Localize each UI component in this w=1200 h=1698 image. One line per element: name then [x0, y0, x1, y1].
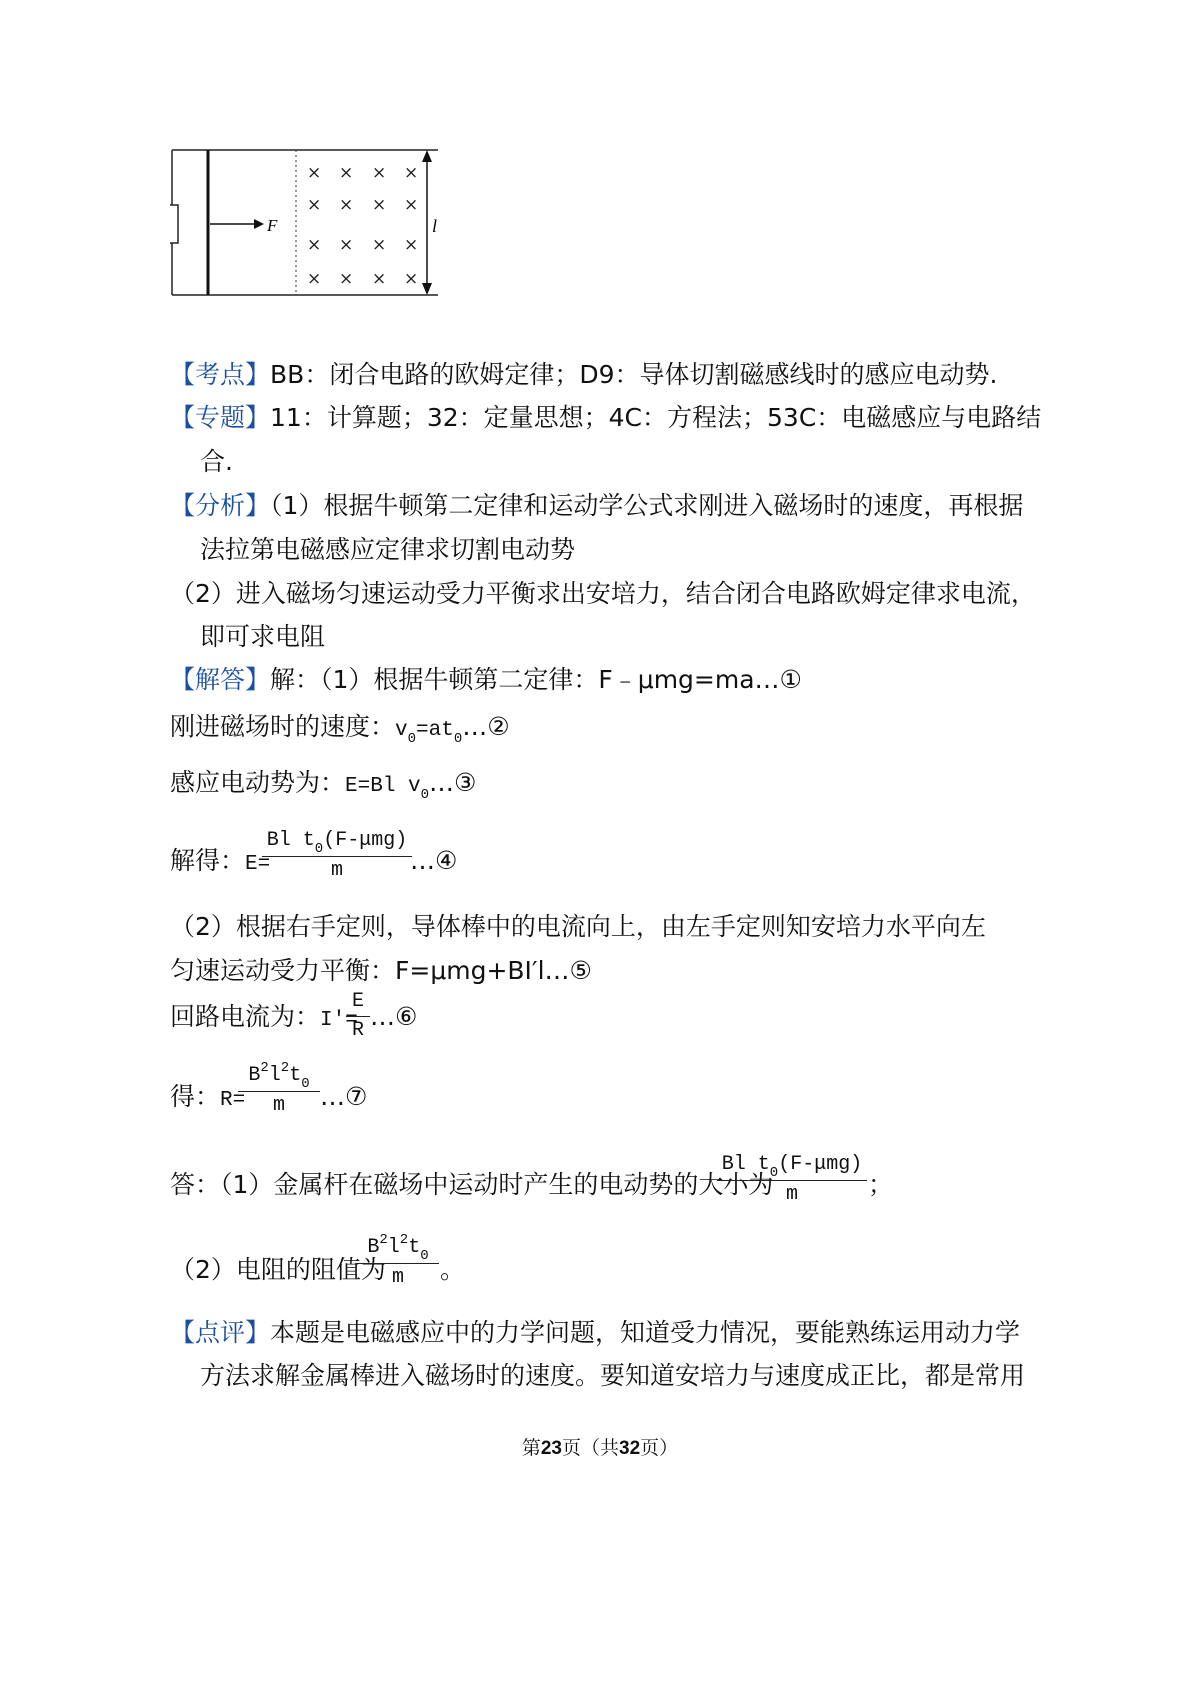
res-numerator: $B^2l^2t_0$	[248, 1060, 310, 1092]
page-footer	[0, 1433, 1200, 1460]
solve-mark: …④	[410, 846, 458, 875]
footer-pre: 第	[521, 1437, 541, 1459]
speed-eq: $v_0=at_0$	[395, 719, 463, 747]
footer-post: 页）	[640, 1437, 679, 1459]
current-mark: …⑥	[370, 1002, 418, 1031]
field-cross-1-3: ×	[404, 195, 419, 215]
solve-label: 解得：	[170, 846, 246, 875]
emf-line	[170, 768, 476, 803]
res-label: 得：	[170, 1082, 221, 1111]
field-cross-0-0: ×	[307, 163, 322, 183]
ans1-fraction-bar	[717, 1180, 867, 1181]
dianping-tag: 【点评】	[170, 1318, 271, 1347]
length-label: l	[432, 216, 438, 236]
zhuanti-line	[170, 403, 1041, 433]
field-cross-2-2: ×	[372, 235, 387, 255]
current-numerator: E	[351, 990, 364, 1013]
solve-denominator: m	[330, 859, 343, 882]
ans2-fraction	[357, 1232, 439, 1290]
ans2-denominator: m	[391, 1266, 404, 1289]
ans2-numerator: $B^2l^2t_0$	[367, 1232, 429, 1264]
current-fraction	[346, 990, 370, 1043]
res-line	[170, 1082, 245, 1116]
ans1-label: 答：（1）金属杆在磁场中运动时产生的电动势的大小为	[170, 1170, 774, 1199]
emf-label: 感应电动势为：	[170, 768, 346, 797]
solve-line	[170, 846, 270, 880]
field-cross-3-2: ×	[372, 269, 387, 289]
ans1-fraction	[717, 1153, 867, 1207]
field-cross-0-2: ×	[372, 163, 387, 183]
footer-mid: 页（共	[561, 1437, 619, 1459]
jieda-text: 解：（1）根据牛顿第二定律：F﹣μmg=ma…①	[270, 665, 802, 694]
field-cross-2-3: ×	[404, 235, 419, 255]
res-fraction	[238, 1060, 320, 1118]
dianping-text: 本题是电磁感应中的力学问题，知道受力情况，要能熟练运用动力学	[270, 1318, 1021, 1347]
ans2-end: 。	[440, 1255, 466, 1284]
emf-mark: …③	[429, 768, 477, 797]
field-cross-2-1: ×	[339, 235, 354, 255]
footer-page-number: 23	[540, 1438, 562, 1459]
circuit-figure	[170, 140, 470, 340]
ans2-line	[170, 1255, 386, 1285]
length-arrow-bottom	[422, 283, 432, 295]
fenxi-cont: 法拉第电磁感应定律求切割电动势	[200, 535, 576, 564]
fenxi-line	[170, 491, 1023, 521]
current-lhs: I′=	[320, 1009, 358, 1032]
jieda-tag: 【解答】	[170, 665, 271, 694]
ans1-end: ；	[868, 1170, 894, 1199]
magnetic-field-crosses	[307, 163, 418, 289]
ans2-label: （2）电阻的阻值为	[170, 1255, 386, 1284]
kaodian-tag: 【考点】	[170, 360, 271, 389]
field-cross-1-1: ×	[339, 195, 354, 215]
field-cross-0-1: ×	[339, 163, 354, 183]
balance-line: 匀速运动受力平衡：F=μmg+BI′l…⑤	[170, 956, 592, 985]
zhuanti-tag: 【专题】	[170, 403, 271, 432]
kaodian-text: BB：闭合电路的欧姆定律；D9：导体切割磁感线时的感应电动势.	[270, 360, 998, 389]
jieda-p2: （2）根据右手定则，导体棒中的电流向上，由左手定则知安培力水平向左	[170, 912, 986, 941]
dianping-cont: 方法求解金属棒进入磁场时的速度。要知道安培力与速度成正比，都是常用	[200, 1361, 1026, 1390]
zhuanti-cont: 合.	[200, 447, 233, 476]
speed-line	[170, 712, 510, 747]
ans1-numerator: Bl $t_0(F-\mu mg)$	[721, 1153, 863, 1181]
dianping-line	[170, 1318, 1020, 1348]
jieda-line	[170, 665, 802, 695]
solve-lhs: E=	[245, 853, 271, 876]
solve-numerator: Bl $t_0(F-\mu mg)$	[266, 829, 408, 857]
speed-label: 刚进磁场时的速度：	[170, 712, 396, 741]
force-label: F	[267, 216, 278, 235]
res-mark: …⑦	[320, 1082, 368, 1111]
field-cross-0-3: ×	[404, 163, 419, 183]
fenxi-tag: 【分析】	[170, 491, 271, 520]
footer-total-pages: 32	[619, 1438, 641, 1459]
ans1-line	[170, 1170, 773, 1200]
fenxi-p2-cont: 即可求电阻	[200, 622, 326, 651]
resistor	[170, 205, 178, 243]
kaodian-line	[170, 360, 997, 390]
fenxi-p2: （2）进入磁场匀速运动受力平衡求出安培力，结合闭合电路欧姆定律求电流，	[170, 579, 1036, 608]
current-label: 回路电流为：	[170, 1002, 321, 1031]
length-arrow-top	[422, 150, 432, 162]
fenxi-text: （1）根据牛顿第二定律和运动学公式求刚进入磁场时的速度，再根据	[270, 491, 1024, 520]
field-cross-2-0: ×	[307, 235, 322, 255]
force-arrow-head	[254, 219, 264, 229]
solve-fraction	[262, 829, 412, 883]
field-cross-1-0: ×	[307, 195, 322, 215]
field-cross-1-2: ×	[372, 195, 387, 215]
current-fraction-bar	[346, 1016, 370, 1017]
zhuanti-text: 11：计算题；32：定量思想；4C：方程法；53C：电磁感应与电路结	[270, 403, 1042, 432]
field-cross-3-1: ×	[339, 269, 354, 289]
current-denominator: R	[351, 1019, 364, 1042]
field-cross-3-3: ×	[404, 269, 419, 289]
res-lhs: R=	[220, 1089, 246, 1112]
speed-mark: …②	[462, 712, 510, 741]
current-line	[170, 1002, 358, 1036]
solve-fraction-bar	[262, 856, 412, 857]
ans1-denominator: m	[785, 1183, 798, 1206]
field-cross-3-0: ×	[307, 269, 322, 289]
res-denominator: m	[272, 1094, 285, 1117]
emf-eq: E=Bl $v_0$	[345, 775, 430, 803]
